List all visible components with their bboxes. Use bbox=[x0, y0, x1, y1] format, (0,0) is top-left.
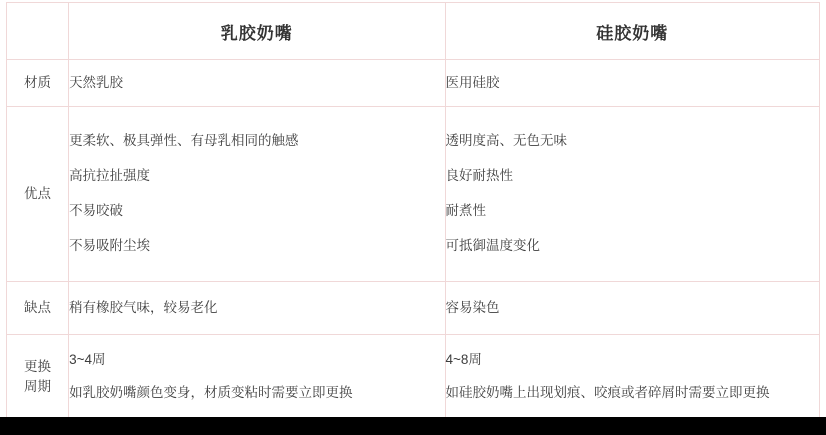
header-cell-silicone: 硅胶奶嘴 bbox=[445, 3, 819, 60]
text-line: 不易咬破 bbox=[69, 203, 124, 218]
text-line: 4~8周 bbox=[445, 352, 482, 368]
row-label-pros: 优点 bbox=[7, 107, 69, 282]
row-label-replacement-cycle bbox=[7, 335, 69, 420]
cell-cons-latex bbox=[69, 282, 445, 335]
row-label-cons: 缺点 bbox=[7, 282, 69, 335]
table-row bbox=[7, 60, 820, 107]
header-cell-latex: 乳胶奶嘴 bbox=[69, 3, 445, 60]
cell-cycle-latex bbox=[69, 335, 445, 420]
text-line: 高抗拉扯强度 bbox=[69, 168, 151, 184]
row-label-material: 材质 bbox=[7, 60, 69, 107]
text-line: 耐煮性 bbox=[445, 203, 487, 218]
cell-material-latex bbox=[69, 60, 445, 107]
text-line: 医用硅胶 bbox=[445, 74, 500, 90]
header-cell-empty bbox=[7, 3, 69, 60]
table-header-row bbox=[7, 3, 820, 60]
footer-bar bbox=[0, 417, 826, 435]
cell-pros-silicone bbox=[445, 107, 819, 282]
cell-cons-silicone bbox=[445, 282, 819, 335]
row-label-line1: 更换 bbox=[24, 358, 52, 374]
text-line: 稍有橡胶气味，较易老化 bbox=[69, 299, 218, 315]
text-line: 容易染色 bbox=[445, 299, 500, 315]
text-line: 天然乳胶 bbox=[69, 74, 124, 90]
cell-material-silicone bbox=[445, 60, 819, 107]
text-line: 如硅胶奶嘴上出现划痕、咬痕或者碎屑时需要立即更换 bbox=[445, 385, 770, 400]
cell-cycle-silicone bbox=[445, 335, 819, 420]
cell-pros-latex bbox=[69, 107, 445, 282]
comparison-table bbox=[6, 2, 820, 420]
text-line: 可抵御温度变化 bbox=[445, 237, 541, 253]
text-line: 更柔软、极具弹性、有母乳相同的触感 bbox=[69, 133, 299, 149]
text-line: 3~4周 bbox=[69, 352, 106, 368]
table-row bbox=[7, 335, 820, 420]
text-line: 良好耐热性 bbox=[445, 168, 514, 184]
text-line: 如乳胶奶嘴颜色变身，材质变粘时需要立即更换 bbox=[69, 385, 353, 400]
row-label-line2: 周期 bbox=[24, 379, 52, 394]
text-line: 透明度高、无色无味 bbox=[445, 133, 568, 149]
text-line: 不易吸附尘埃 bbox=[69, 237, 151, 253]
table-row bbox=[7, 107, 820, 282]
table-row bbox=[7, 282, 820, 335]
